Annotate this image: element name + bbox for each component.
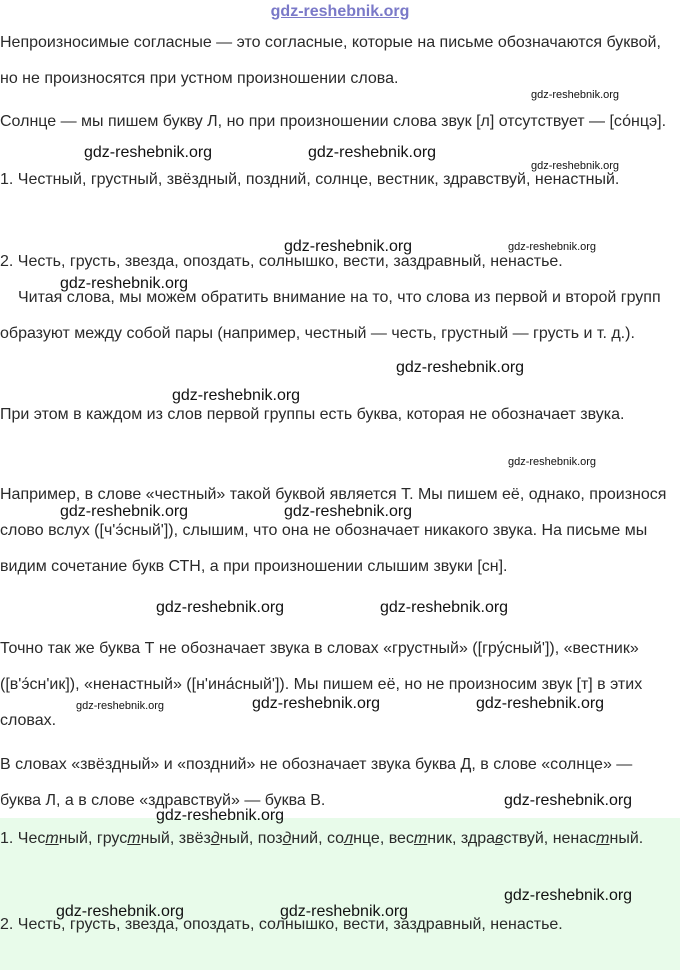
watermark: gdz-reshebnik.org [476, 695, 605, 712]
answer-group-1 [0, 821, 676, 857]
watermark: gdz-reshebnik.org [60, 275, 189, 292]
watermark: gdz-reshebnik.org [84, 144, 213, 161]
watermark: gdz-reshebnik.org [396, 359, 525, 376]
silent-letter-mark: д [210, 830, 220, 847]
watermark: gdz-reshebnik.org [504, 887, 633, 904]
other-letters-paragraph: В словах «звёздный» и «поздний» не обозначает звука буква Д, в слове «солнце» — буква Л, а в слове «здравствуй» — буква В. [0, 756, 633, 809]
answer-word-part: ний, со [291, 830, 345, 847]
site-header-link[interactable]: gdz-reshebnik.org [270, 3, 410, 20]
word-group-2: 2. Честь, грусть, звезда, опоздать, солнышко, вести, заздравный, ненастье. [0, 253, 563, 270]
watermark: gdz-reshebnik.org [508, 241, 597, 253]
silent-letter-mark: т [127, 830, 141, 847]
watermark: gdz-reshebnik.org [280, 903, 409, 920]
analysis-paragraph: Читая слова, мы можем обратить внимание на то, что слова из первой и второй групп образуют между собой пары (например, честный — честь, грустный — грусть и т. д.). [0, 289, 661, 342]
answer-word-part: ник, здра [427, 830, 496, 847]
answer-word-part: ный, грус [58, 830, 128, 847]
silent-letter-mark: л [344, 830, 354, 847]
silent-letter-mark: в [495, 830, 504, 847]
similar-words-paragraph: Точно так же буква Т не обозначает звука в словах «грустный» ([гру́сный']), «вестник» ([в'э́сн'ик]), «ненастный» ([н'ина́сный']). Мы пишем её, но не произносим звук [т] в этих словах. [0, 640, 643, 729]
watermark: gdz-reshebnik.org [156, 599, 285, 616]
watermark: gdz-reshebnik.org [60, 503, 189, 520]
answer-word-part: ный. [609, 830, 644, 847]
watermark: gdz-reshebnik.org [156, 807, 285, 824]
watermark: gdz-reshebnik.org [508, 456, 597, 468]
word-group-1: 1. Честный, грустный, звёздный, поздний, солнце, вестник, здравствуй, ненастный. [0, 171, 620, 188]
silent-letter-mark: т [413, 830, 428, 847]
watermark: gdz-reshebnik.org [252, 695, 381, 712]
watermark: gdz-reshebnik.org [76, 700, 165, 712]
answer-word-part: 1. Чес [0, 830, 46, 847]
example-paragraph: Солнце — мы пишем букву Л, но при произношении слова звук [л] отсутствует — [со́нцэ]. [0, 113, 667, 130]
answer-word-part: нце, вес [353, 830, 414, 847]
watermark: gdz-reshebnik.org [531, 160, 620, 172]
example-chestny-paragraph: Например, в слове «честный» такой буквой является Т. Мы пишем её, однако, произнося слово вслух ([ч'э́сный']), слышим, что она не обозначает никакого звука. На письме мы видим сочетание букв СТН, а при произношении слышим звуки [сн]. [0, 486, 667, 575]
answer-group-2: 2. Честь, грусть, звезда, опоздать, солнышко, вести, заздравный, ненастье. [0, 916, 563, 933]
watermark: gdz-reshebnik.org [56, 903, 185, 920]
watermark: gdz-reshebnik.org [308, 144, 437, 161]
answer-word-part: ный, поз [219, 830, 283, 847]
silent-letter-mark: т [45, 830, 59, 847]
watermark: gdz-reshebnik.org [504, 792, 633, 809]
silent-letter-mark: д [282, 830, 292, 847]
watermark: gdz-reshebnik.org [531, 89, 620, 101]
watermark: gdz-reshebnik.org [284, 503, 413, 520]
watermark: gdz-reshebnik.org [380, 599, 509, 616]
answer-word-part: ствуй, ненас [503, 830, 597, 847]
watermark: gdz-reshebnik.org [172, 387, 301, 404]
watermark: gdz-reshebnik.org [284, 238, 413, 255]
silent-letter-paragraph: При этом в каждом из слов первой группы есть буква, которая не обозначает звука. [0, 406, 625, 423]
definition-paragraph: Непроизносимые согласные — это согласные, которые на письме обозначаются буквой, но не произносятся при устном произношении слова. [0, 34, 661, 87]
silent-letter-mark: т [596, 830, 610, 847]
answer-word-part: ный, звёз [140, 830, 211, 847]
